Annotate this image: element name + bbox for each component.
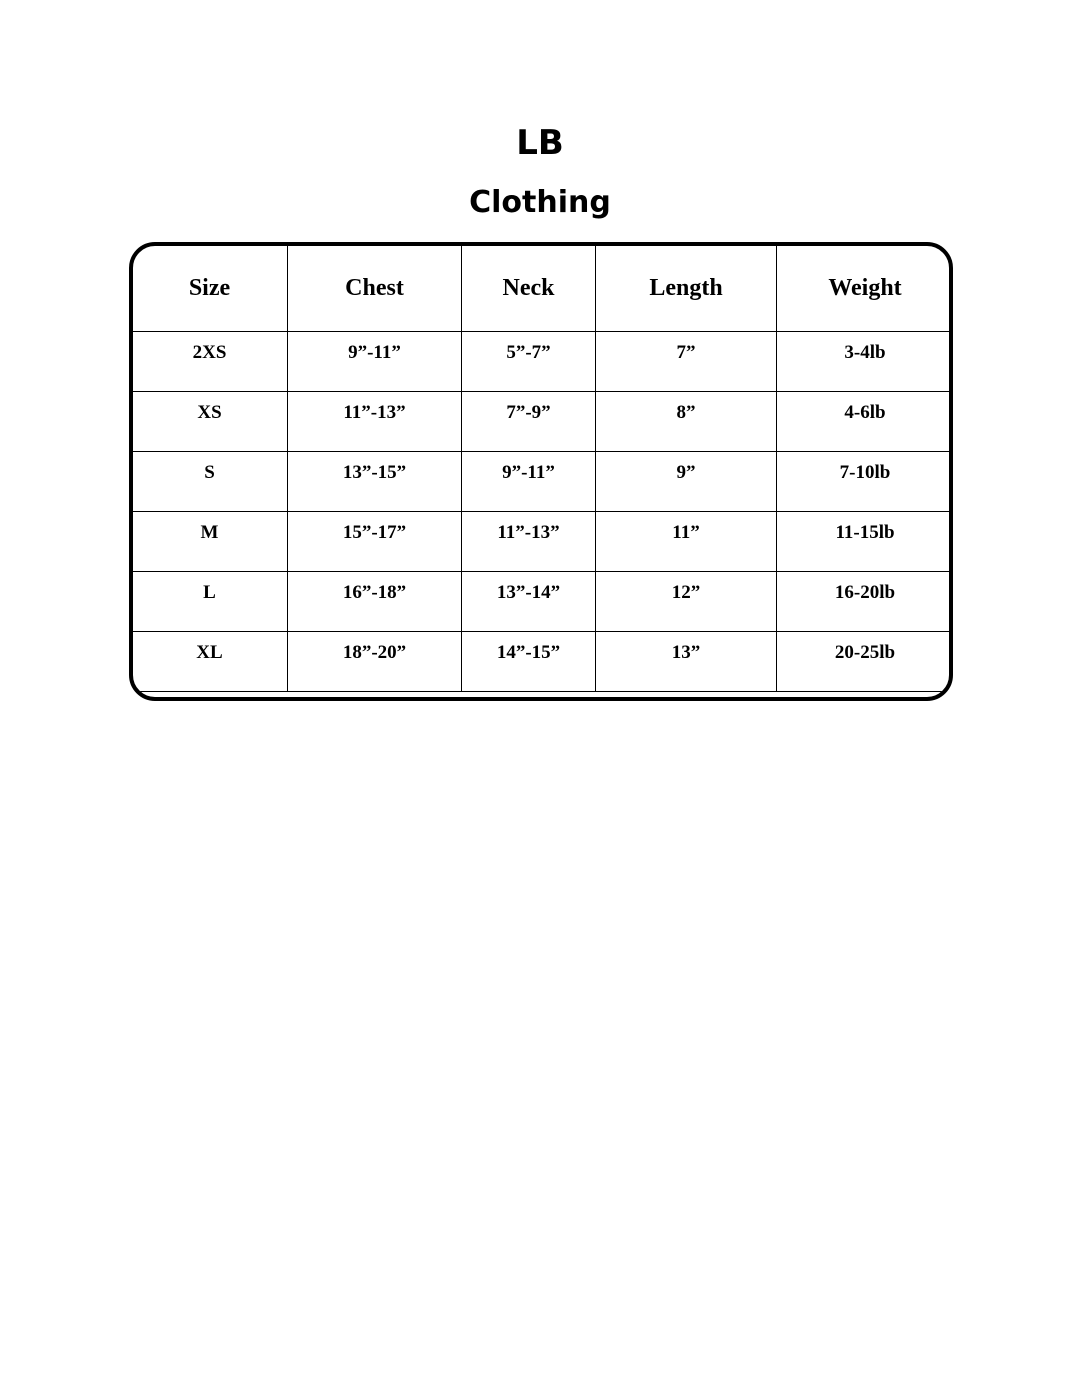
cell-size: XS bbox=[132, 392, 288, 452]
cell-length: 8” bbox=[596, 392, 777, 452]
cell-size: XL bbox=[132, 632, 288, 692]
cell-length: 9” bbox=[596, 452, 777, 512]
cell-size: L bbox=[132, 572, 288, 632]
column-header-weight: Weight bbox=[777, 245, 954, 332]
cell-length: 7” bbox=[596, 332, 777, 392]
table-row bbox=[132, 572, 954, 632]
cell-chest: 18”-20” bbox=[288, 632, 462, 692]
cell-chest: 15”-17” bbox=[288, 512, 462, 572]
table-header-row bbox=[132, 245, 954, 332]
brand-title: LB bbox=[516, 123, 564, 163]
size-chart-frame bbox=[129, 242, 953, 701]
table-row bbox=[132, 512, 954, 572]
cell-neck: 5”-7” bbox=[462, 332, 596, 392]
cell-chest: 16”-18” bbox=[288, 572, 462, 632]
size-chart-table bbox=[131, 244, 953, 692]
column-header-chest: Chest bbox=[288, 245, 462, 332]
cell-weight: 20-25lb bbox=[777, 632, 954, 692]
table-row bbox=[132, 452, 954, 512]
table-row bbox=[132, 332, 954, 392]
cell-weight: 4-6lb bbox=[777, 392, 954, 452]
column-header-size: Size bbox=[132, 245, 288, 332]
cell-chest: 9”-11” bbox=[288, 332, 462, 392]
column-header-length: Length bbox=[596, 245, 777, 332]
cell-weight: 11-15lb bbox=[777, 512, 954, 572]
cell-size: S bbox=[132, 452, 288, 512]
cell-chest: 13”-15” bbox=[288, 452, 462, 512]
table-row bbox=[132, 392, 954, 452]
cell-length: 11” bbox=[596, 512, 777, 572]
column-header-neck: Neck bbox=[462, 245, 596, 332]
cell-weight: 7-10lb bbox=[777, 452, 954, 512]
cell-weight: 16-20lb bbox=[777, 572, 954, 632]
cell-neck: 7”-9” bbox=[462, 392, 596, 452]
cell-neck: 11”-13” bbox=[462, 512, 596, 572]
cell-size: M bbox=[132, 512, 288, 572]
cell-length: 13” bbox=[596, 632, 777, 692]
cell-size: 2XS bbox=[132, 332, 288, 392]
cell-neck: 9”-11” bbox=[462, 452, 596, 512]
cell-weight: 3-4lb bbox=[777, 332, 954, 392]
page-subtitle: Clothing bbox=[469, 185, 611, 220]
cell-length: 12” bbox=[596, 572, 777, 632]
cell-chest: 11”-13” bbox=[288, 392, 462, 452]
cell-neck: 14”-15” bbox=[462, 632, 596, 692]
cell-neck: 13”-14” bbox=[462, 572, 596, 632]
table-row bbox=[132, 632, 954, 692]
